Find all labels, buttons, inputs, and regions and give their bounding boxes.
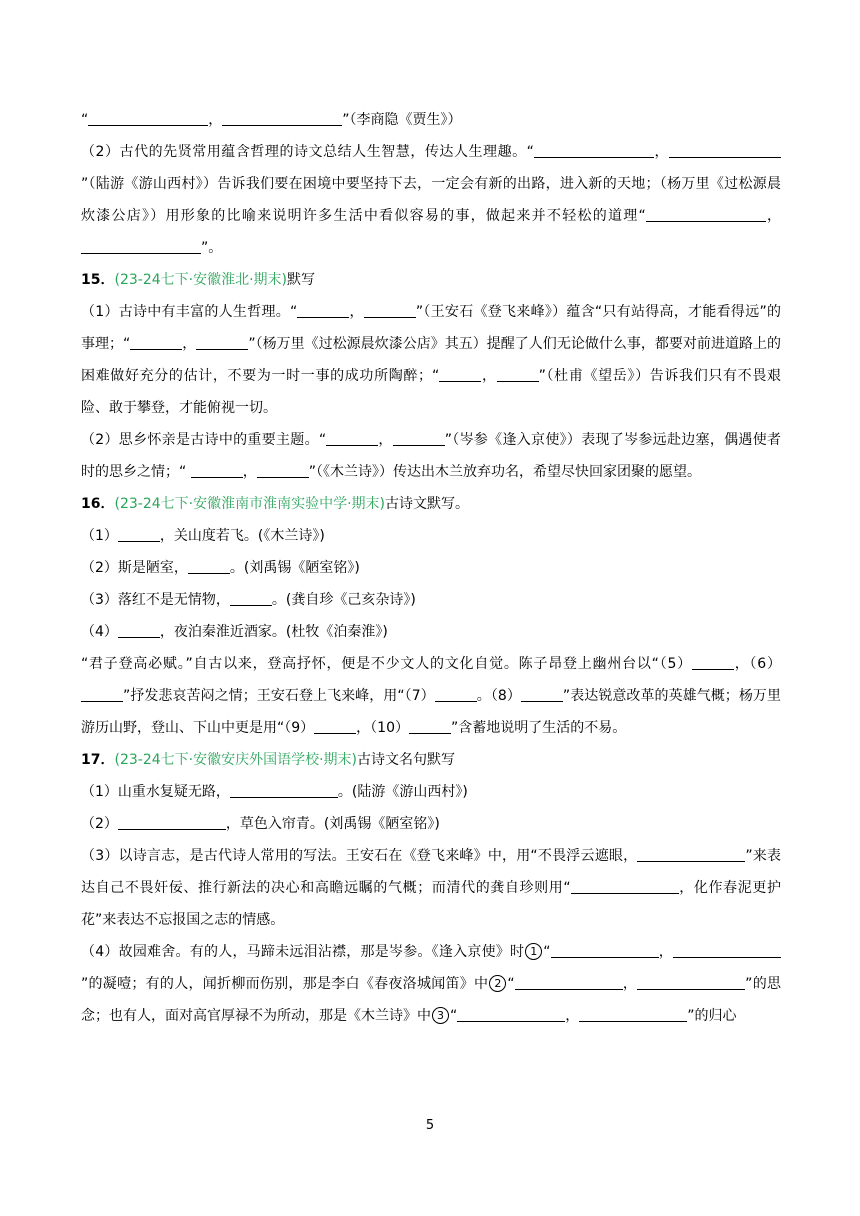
question-number: 17． bbox=[81, 752, 115, 768]
q15-item-2: （2）思乡怀亲是古诗中的重要主题。“ ， ”（岑参《逢入京使》）表现了岑参远赴边塞，偶遇使者时的思乡之情；“ ， ”（《木兰诗》）传达出木兰放弃功名，希望尽快回家团聚的愿望。 bbox=[81, 424, 781, 488]
answer-blank[interactable] bbox=[81, 685, 123, 702]
answer-blank[interactable] bbox=[435, 685, 477, 702]
answer-blank[interactable] bbox=[230, 781, 338, 798]
answer-blank[interactable] bbox=[534, 141, 654, 158]
answer-blank[interactable] bbox=[637, 973, 745, 990]
answer-blank[interactable] bbox=[393, 429, 445, 446]
q16-item-2: （2）斯是陋室， 。(刘禹锡《陋室铭》) bbox=[81, 552, 781, 584]
circled-number-3: 3 bbox=[432, 1007, 449, 1024]
page-content bbox=[81, 104, 781, 1032]
question-number: 15． bbox=[81, 272, 115, 288]
answer-blank[interactable] bbox=[326, 429, 378, 446]
answer-blank[interactable] bbox=[257, 461, 309, 478]
answer-blank[interactable] bbox=[118, 813, 226, 830]
question-17-header: 17．(23-24七下·安徽安庆外国语学校·期末)古诗文名句默写 bbox=[81, 752, 455, 768]
circled-number-2: 2 bbox=[489, 975, 506, 992]
question-number: 16． bbox=[81, 496, 115, 512]
answer-blank[interactable] bbox=[669, 141, 781, 158]
q16-item-1: （1） ，关山度若飞。(《木兰诗》) bbox=[81, 520, 781, 552]
answer-blank[interactable] bbox=[637, 845, 745, 862]
q17-item-3: （3）以诗言志，是古代诗人常用的写法。王安石在《登飞来峰》中，用“不畏浮云遮眼， ”来表达自己不畏奸佞、推行新法的决心和高瞻远瞩的气概；而清代的龚自珍则用“ ，化作春泥更护花”来表达不忘报国之志的情感。 bbox=[81, 840, 781, 936]
q16-passage: “君子登高必赋。”自古以来，登高抒怀，便是不少文人的文化自觉。陈子昂登上幽州台以“（5） ，（6）”抒发悲哀苦闷之情；王安石登上飞来峰，用“（7） 。（8） ”表达锐意改革的英雄气概；杨万里游历山野，登山、下山中更是用“（9） ，（10） ”含蓄地说明了生活的不易。 bbox=[81, 648, 781, 744]
question-source: (23-24七下·安徽淮北·期末) bbox=[114, 272, 287, 288]
q16-item-4: （4） ，夜泊秦淮近酒家。(杜牧《泊秦淮》) bbox=[81, 616, 781, 648]
q17-item-4: （4）故园难舍。有的人，马蹄未远泪沾襟，那是岑参。《逢入京使》时 1 “ ，”的凝噎；有的人，闻折柳而伤别，那是李白《春夜洛城闻笛》中 2 “ ， ”的思念；也有人，面对高官厚禄不为所动，那是《木兰诗》中 3 “ ， ”的归心 bbox=[81, 936, 781, 1032]
q16-item-3: （3）落红不是无情物， 。(龚自珍《己亥杂诗》) bbox=[81, 584, 781, 616]
answer-blank[interactable] bbox=[88, 109, 208, 126]
answer-blank[interactable] bbox=[314, 717, 356, 734]
answer-blank[interactable] bbox=[222, 109, 342, 126]
answer-blank[interactable] bbox=[130, 333, 182, 350]
answer-blank[interactable] bbox=[188, 557, 230, 574]
answer-blank[interactable] bbox=[497, 365, 539, 382]
answer-blank[interactable] bbox=[571, 877, 679, 894]
answer-blank[interactable] bbox=[692, 653, 734, 670]
answer-blank[interactable] bbox=[521, 685, 563, 702]
answer-blank[interactable] bbox=[457, 1005, 565, 1022]
question-source: (23-24七下·安徽淮南市淮南实验中学·期末) bbox=[114, 496, 385, 512]
answer-blank[interactable] bbox=[364, 301, 416, 318]
question-source: (23-24七下·安徽安庆外国语学校·期末) bbox=[114, 752, 357, 768]
answer-blank[interactable] bbox=[196, 333, 248, 350]
item-2-philosophy: （2）古代的先贤常用蕴含哲理的诗文总结人生智慧，传达人生理趣。“ ，”（陆游《游山西村》）告诉我们要在困境中要坚持下去，一定会有新的出路，进入新的天地；（杨万里《过松源晨炊漆公店》）用形象的比喻来说明许多生活中看似容易的事，做起来并不轻松的道理“ ，”。 bbox=[81, 136, 781, 264]
answer-blank[interactable] bbox=[673, 941, 781, 958]
answer-blank[interactable] bbox=[297, 301, 349, 318]
q15-item-1: （1）古诗中有丰富的人生哲理。“ ， ”（王安石《登飞来峰》）蕴含“只有站得高，才能看得远”的事理；“ ， ”（杨万里《过松源晨炊漆公店》其五）提醒了人们无论做什么事，都要对前进道路上的困难做好充分的估计，不要为一时一事的成功所陶醉；“ ， ”（杜甫《望岳》）告诉我们只有不畏艰险、敢于攀登，才能俯视一切。 bbox=[81, 296, 781, 424]
answer-blank[interactable] bbox=[646, 205, 766, 222]
answer-blank[interactable] bbox=[191, 461, 243, 478]
q17-item-1: （1）山重水复疑无路， 。(陆游《游山西村》) bbox=[81, 776, 781, 808]
line-jiasheng: “ ， ”（李商隐《贾生》） bbox=[81, 104, 781, 136]
answer-blank[interactable] bbox=[439, 365, 481, 382]
answer-blank[interactable] bbox=[579, 1005, 687, 1022]
answer-blank[interactable] bbox=[409, 717, 451, 734]
question-16-header: 16．(23-24七下·安徽淮南市淮南实验中学·期末)古诗文默写。 bbox=[81, 496, 469, 512]
answer-blank[interactable] bbox=[230, 589, 272, 606]
question-15-header: 15．(23-24七下·安徽淮北·期末)默写 bbox=[81, 272, 315, 288]
circled-number-1: 1 bbox=[525, 943, 542, 960]
answer-blank[interactable] bbox=[118, 621, 160, 638]
answer-blank[interactable] bbox=[81, 237, 201, 254]
answer-blank[interactable] bbox=[118, 525, 160, 542]
answer-blank[interactable] bbox=[551, 941, 659, 958]
page-number: 5 bbox=[425, 1118, 435, 1133]
answer-blank[interactable] bbox=[515, 973, 623, 990]
q17-item-2: （2） ，草色入帘青。(刘禹锡《陋室铭》) bbox=[81, 808, 781, 840]
